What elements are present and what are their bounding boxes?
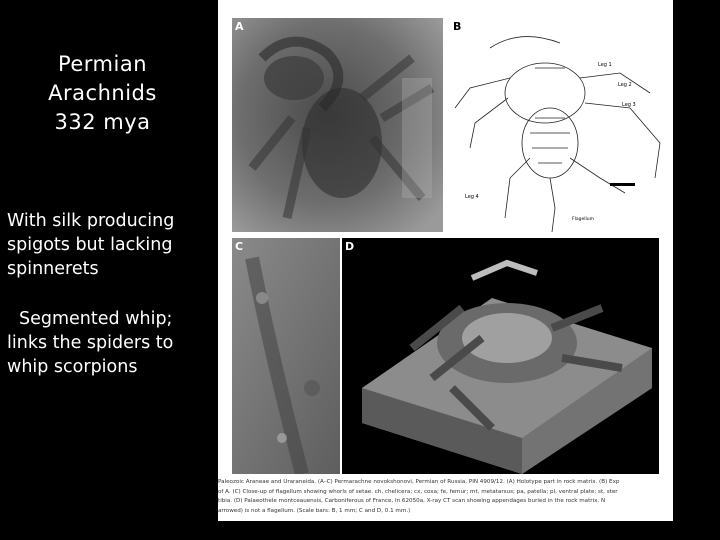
panel-d-ct-render	[342, 238, 659, 474]
closeup-photo-graphic	[232, 238, 340, 474]
title-line: Permian	[57, 52, 148, 76]
note-line: Segmented whip;	[19, 309, 173, 329]
diagram-label-flagellum: Flagellum	[572, 217, 594, 222]
caption-line: arrowed) is not a flagellum. (Scale bars: B, 1 mm; C and D, 0.1 mm.)	[218, 507, 411, 514]
caption-line: Paleozoic Araneae and Uraraneida. (A–C) Permarachne novokshonovi, Permian of Russia, PIN 4909/12. (A) Holotype part in rock matrix. (B) Exp	[218, 479, 620, 485]
panel-label: C	[235, 240, 244, 253]
fossil-photo-graphic	[232, 18, 443, 232]
diagram-label-leg1: Leg 1	[598, 62, 612, 68]
note-line: links the spiders to	[7, 333, 174, 353]
panel-label: D	[345, 240, 355, 253]
ct-render-graphic	[342, 238, 659, 474]
diagram-label-leg2: Leg 2	[618, 82, 632, 88]
figure-caption	[218, 478, 673, 516]
panel-a-fossil-photo	[232, 18, 443, 232]
note-line: spinnerets	[7, 259, 99, 279]
note-silk	[7, 209, 207, 281]
panel-b-line-drawing	[450, 18, 665, 232]
caption-line: of A. (C) Close-up of flagellum showing whorls of setae. ch, chelicera; cx, coxa; fe, femur; mt, metatarsus; pa, patella; pl, ventral plate; st, ster	[218, 488, 618, 495]
panel-label: A	[235, 20, 244, 33]
panel-c-closeup-photo	[232, 238, 340, 474]
note-line: whip scorpions	[7, 357, 138, 377]
caption-line: tibia. (D) Palaeothele montceauensis, Carboniferous of France, In 62050a, X-ray CT scan showing appendages buried in the rock matrix. N	[218, 498, 606, 505]
title-line: 332 mya	[54, 110, 151, 134]
note-line: With silk producing	[7, 211, 175, 231]
scientific-figure	[218, 0, 673, 521]
diagram-label-leg3: Leg 3	[622, 102, 636, 108]
line-drawing-graphic	[450, 18, 665, 232]
slide-title	[20, 50, 185, 137]
note-line: spigots but lacking	[7, 235, 173, 255]
title-line: Arachnids	[48, 81, 157, 105]
note-whip	[7, 307, 207, 379]
panel-label: B	[453, 20, 462, 33]
diagram-label-leg4: Leg 4	[465, 194, 479, 200]
